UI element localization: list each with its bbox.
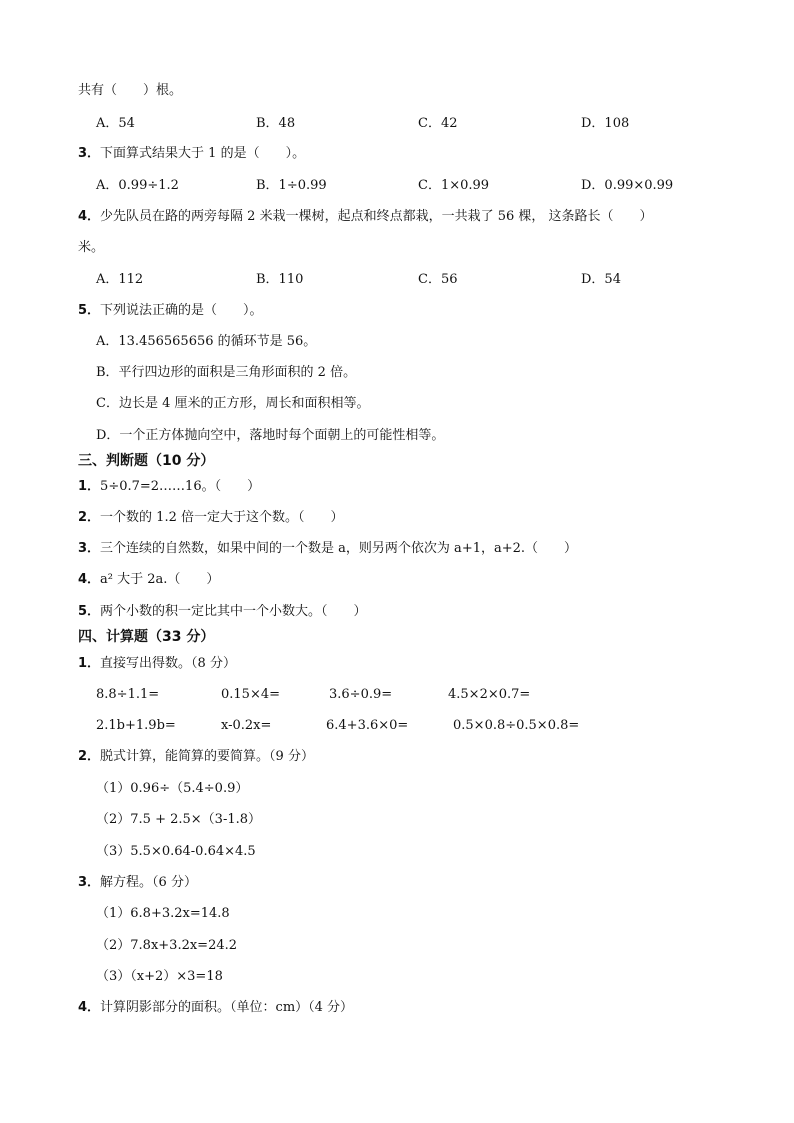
question-text: 5÷0.7=2……16。（ ） <box>100 479 261 494</box>
mental-item: 0.15×4= <box>221 687 281 702</box>
question-5 <box>78 302 263 320</box>
question-text: 脱式计算，能简算的要简算。（9 分） <box>100 749 314 764</box>
question-text: 下面算式结果大于 1 的是（ ）。 <box>100 146 306 161</box>
judge-2 <box>78 509 344 527</box>
sub-question: （1）0.96÷（5.4÷0.9） <box>96 781 249 796</box>
section-heading: 三、判断题（10 分） <box>78 453 215 469</box>
question-number: 4． <box>78 1000 101 1015</box>
option-b[interactable]: B．1÷0.99 <box>256 178 327 193</box>
mental-item: 8.8÷1.1= <box>96 687 160 702</box>
question-number: 1． <box>78 479 101 494</box>
question-number: 4． <box>78 572 101 587</box>
option-d[interactable]: D．54 <box>581 272 621 287</box>
question-number: 3． <box>78 146 101 161</box>
calc-1 <box>78 655 236 673</box>
question-text: 三个连续的自然数，如果中间的一个数是 a，则另两个依次为 a+1，a+2.（ ） <box>100 541 578 556</box>
mental-item: 3.6÷0.9= <box>329 687 393 702</box>
option-c[interactable]: C．42 <box>418 116 458 131</box>
option-d[interactable]: D．108 <box>581 116 630 131</box>
question-text: 下列说法正确的是（ ）。 <box>100 303 263 318</box>
sub-question: （2）7.8x+3.2x=24.2 <box>96 938 238 953</box>
option-a[interactable]: A．0.99÷1.2 <box>96 178 179 193</box>
question-number: 5． <box>78 303 101 318</box>
section-heading: 四、计算题（33 分） <box>78 629 215 645</box>
sub-question: （3）5.5×0.64-0.64×4.5 <box>96 844 256 859</box>
option-a[interactable]: A．13.456565656 的循环节是 56。 <box>96 334 317 349</box>
option-b[interactable]: B．110 <box>256 272 304 287</box>
question-text: 直接写出得数。（8 分） <box>100 656 236 671</box>
sub-question: （3）（x+2）×3=18 <box>96 969 223 984</box>
option-c[interactable]: C．边长是 4 厘米的正方形，周长和面积相等。 <box>96 396 370 411</box>
question-4 <box>78 208 653 226</box>
option-d[interactable]: D．0.99×0.99 <box>581 178 674 193</box>
question-text: 少先队员在路的两旁每隔 2 米栽一棵树，起点和终点都栽，一共栽了 56 棵， 这条路长（ ） <box>100 209 653 224</box>
question-number: 2． <box>78 510 101 525</box>
option-a[interactable]: A．112 <box>96 272 144 287</box>
sub-question: （1）6.8+3.2x=14.8 <box>96 906 230 921</box>
mental-item: x-0.2x= <box>221 718 272 733</box>
question-3 <box>78 145 305 163</box>
option-c[interactable]: C．56 <box>418 272 458 287</box>
mental-item: 6.4+3.6×0= <box>326 718 409 733</box>
question-text-cont: 米。 <box>78 240 105 255</box>
calc-2 <box>78 748 314 766</box>
option-b[interactable]: B．48 <box>256 116 296 131</box>
mental-item: 4.5×2×0.7= <box>448 687 531 702</box>
question-text: 两个小数的积一定比其中一个小数大。（ ） <box>100 604 367 619</box>
calc-4 <box>78 999 353 1017</box>
judge-4 <box>78 571 219 589</box>
question-number: 1． <box>78 656 101 671</box>
question-text: a² 大于 2a.（ ） <box>100 572 220 587</box>
judge-3 <box>78 540 577 558</box>
question-number: 4． <box>78 209 101 224</box>
judge-1 <box>78 478 260 496</box>
judge-5 <box>78 603 367 621</box>
question-text: 计算阴影部分的面积。（单位：cm）（4 分） <box>100 1000 354 1015</box>
option-c[interactable]: C．1×0.99 <box>418 178 490 193</box>
question-text: 解方程。（6 分） <box>100 875 197 890</box>
sub-question: （2）7.5 + 2.5×（3-1.8） <box>96 812 262 827</box>
question-number: 5． <box>78 604 101 619</box>
mental-item: 2.1b+1.9b= <box>96 718 176 733</box>
question-number: 3． <box>78 875 101 890</box>
calc-3 <box>78 874 197 892</box>
mental-item: 0.5×0.8÷0.5×0.8= <box>453 718 580 733</box>
question-number: 3． <box>78 541 101 556</box>
option-b[interactable]: B．平行四边形的面积是三角形面积的 2 倍。 <box>96 365 357 380</box>
option-d[interactable]: D．一个正方体抛向空中，落地时每个面朝上的可能性相等。 <box>96 428 445 443</box>
option-a[interactable]: A．54 <box>96 116 135 131</box>
question-text: 共有（ ）根。 <box>78 83 183 98</box>
question-number: 2． <box>78 749 101 764</box>
question-text: 一个数的 1.2 倍一定大于这个数。（ ） <box>100 510 344 525</box>
